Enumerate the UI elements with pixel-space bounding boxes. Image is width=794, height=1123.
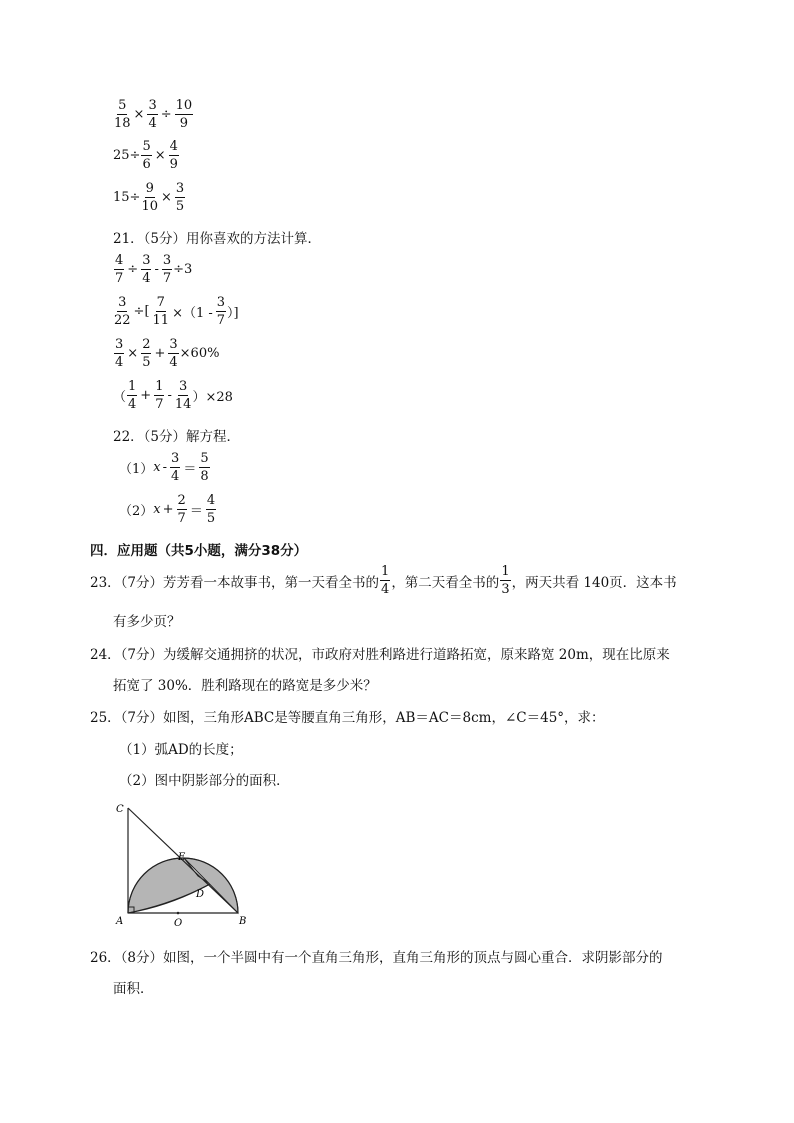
calc-expression-1: $\frac{5}{18}$ × $\frac{3}{4}$ ÷ $\frac{10}{9}$ xyxy=(114,98,193,131)
question-25-part2: （2）图中阴影部分的面积． xyxy=(119,773,290,789)
q21-expression-3: $\frac{3}{4}$ × $\frac{2}{5}$ + $\frac{3}{4}$ ×60% xyxy=(115,337,220,370)
triangle-semicircle-figure xyxy=(110,798,250,930)
fraction: $\frac{3}{7}$ xyxy=(162,253,172,286)
fraction: $\frac{3}{5}$ xyxy=(175,181,185,214)
q21-expression-1: $\frac{4}{7}$ ÷ $\frac{3}{4}$ - $\frac{3}{7}$ ÷3 xyxy=(115,253,193,286)
q22-equation-1: （1） x - $\frac{3}{4}$ ＝ $\frac{5}{8}$ xyxy=(119,451,209,484)
q21-expression-2: $\frac{3}{22}$ ÷[ $\frac{7}{11}$ ×（1 - $\frac{3}{7}$ ）] xyxy=(114,295,239,328)
question-26: 26．（8分）如图，一个半圆中有一个直角三角形，直角三角形的顶点与圆心重合．求阴影部分的 xyxy=(90,950,663,966)
label-o: O xyxy=(174,918,183,929)
fraction: $\frac{3}{4}$ xyxy=(115,337,124,370)
question-21-title: 21．（5分）用你喜欢的方法计算． xyxy=(113,231,322,247)
fraction: $\frac{1}{3}$ xyxy=(501,564,510,597)
question-23-line2: 有多少页？ xyxy=(113,614,181,630)
fraction: $\frac{5}{6}$ xyxy=(142,139,151,172)
label-d: D xyxy=(196,889,205,900)
fraction: $\frac{10}{9}$ xyxy=(175,98,193,131)
fraction: $\frac{3}{22}$ xyxy=(114,295,131,328)
fraction: $\frac{3}{7}$ xyxy=(216,295,226,328)
label-e: E xyxy=(178,852,186,863)
fraction: $\frac{3}{4}$ xyxy=(171,451,180,484)
fraction: $\frac{9}{10}$ xyxy=(141,181,158,214)
fraction: $\frac{4}{9}$ xyxy=(169,139,178,172)
question-26-line2: 面积． xyxy=(113,981,154,997)
label-a: A xyxy=(116,916,124,927)
question-25-part1: （1）弧AD的长度； xyxy=(119,742,243,758)
question-24-line2: 拓宽了 30%．胜利路现在的路宽是多少米？ xyxy=(113,678,377,694)
fraction: $\frac{4}{7}$ xyxy=(115,253,124,286)
calc-expression-3: 15÷ $\frac{9}{10}$ × $\frac{3}{5}$ xyxy=(113,181,185,214)
label-c: C xyxy=(116,804,124,815)
fraction: $\frac{1}{7}$ xyxy=(155,379,164,412)
section-heading: 四．应用题（共5小题，满分38分） xyxy=(90,543,308,559)
center-point xyxy=(177,912,180,915)
question-23: 23．（7分）芳芳看一本故事书，第一天看全书的 $\frac{1}{4}$ ，第二天看全书的 $\frac{1}{3}$ ，两天共看 140页．这本书 xyxy=(90,564,677,597)
fraction: $\frac{2}{5}$ xyxy=(142,337,151,370)
fraction: $\frac{3}{4}$ xyxy=(169,337,178,370)
question-25: 25．（7分）如图，三角形ABC是等腰直角三角形，AB＝AC＝8cm，∠C＝45°，求： xyxy=(90,710,605,726)
fraction: $\frac{5}{8}$ xyxy=(200,451,209,484)
fraction: $\frac{3}{4}$ xyxy=(148,98,157,131)
label-b: B xyxy=(239,916,247,927)
question-24: 24．（7分）为缓解交通拥挤的状况，市政府对胜利路进行道路拓宽，原来路宽 20m，现在比原来 xyxy=(90,647,670,663)
q21-expression-4: （ $\frac{1}{4}$ + $\frac{1}{7}$ - $\frac{3}{14}$ ）×28 xyxy=(113,379,233,412)
fraction: $\frac{5}{18}$ xyxy=(114,98,131,131)
fraction: $\frac{2}{7}$ xyxy=(177,493,186,526)
fraction: $\frac{7}{11}$ xyxy=(152,295,170,328)
fraction: $\frac{3}{4}$ xyxy=(142,253,151,286)
fraction: $\frac{1}{4}$ xyxy=(128,379,137,412)
question-22-title: 22．（5分）解方程． xyxy=(113,429,241,445)
fraction: $\frac{4}{5}$ xyxy=(206,493,216,526)
q22-equation-2: （2） x + $\frac{2}{7}$ ＝ $\frac{4}{5}$ xyxy=(119,493,216,526)
fraction: $\frac{3}{14}$ xyxy=(174,379,192,412)
calc-expression-2: 25÷ $\frac{5}{6}$ × $\frac{4}{9}$ xyxy=(113,139,178,172)
fraction: $\frac{1}{4}$ xyxy=(381,564,390,597)
